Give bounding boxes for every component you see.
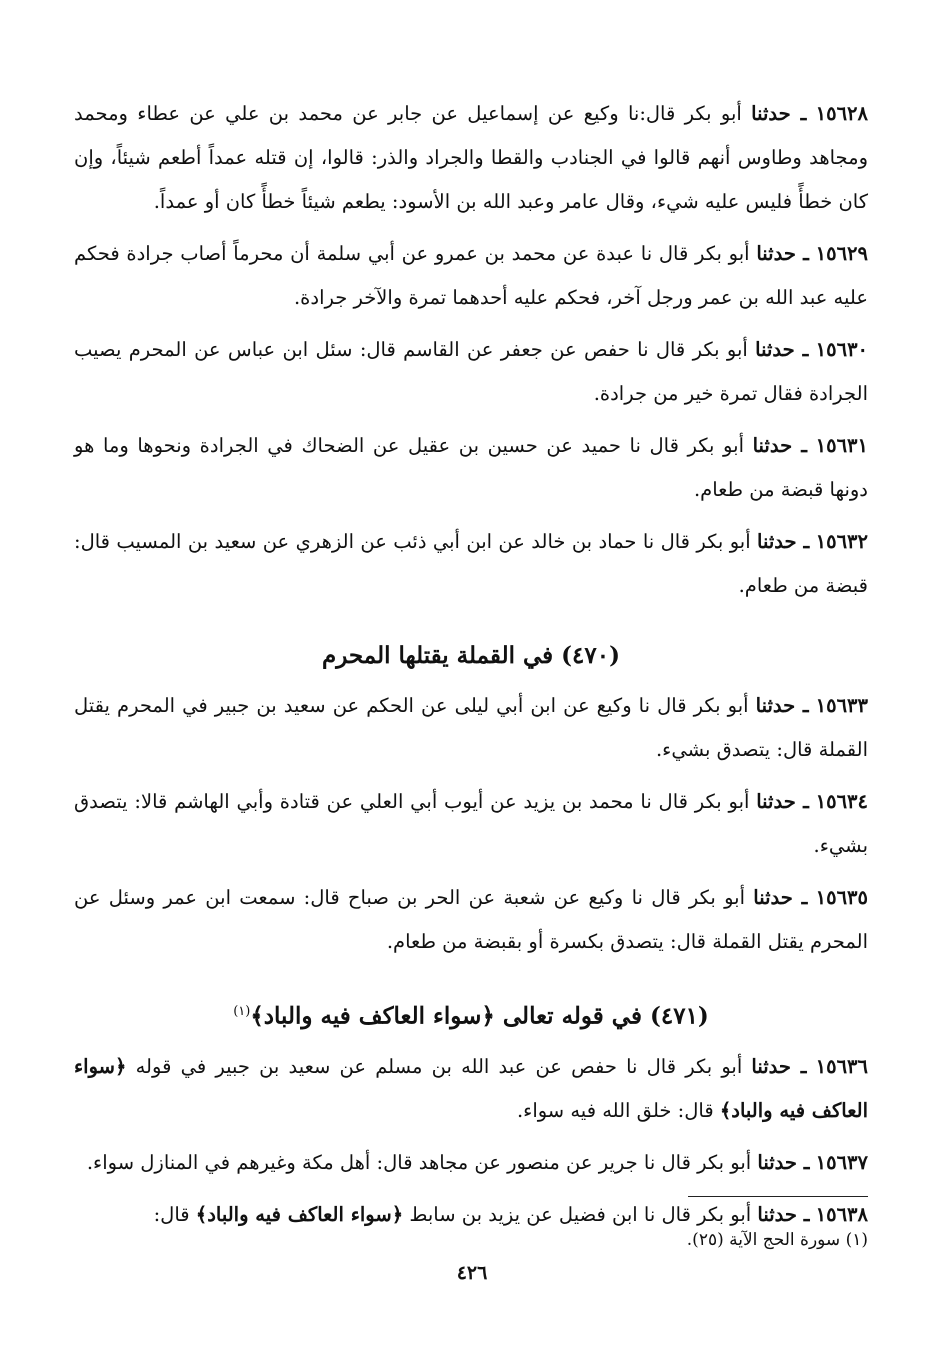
quran-quote: ﴿سواء العاكف فيه والباد﴾ — [195, 1202, 404, 1226]
hadith-lead: ـ حدثنا — [753, 886, 808, 909]
hadith-text-tail: قال: — [153, 1202, 196, 1226]
hadith-number: ١٥٦٣٦ — [815, 1054, 868, 1078]
hadith-text: أبو بكر قال نا جرير عن منصور عن مجاهد قال: أهل مكة وغيرهم في المنازل سواء. — [86, 1150, 758, 1174]
hadith-number: ١٥٦٣١ — [815, 434, 869, 457]
hadith-entry — [74, 780, 868, 868]
hadith-number: ١٥٦٢٨ — [815, 102, 869, 125]
section-heading — [74, 992, 868, 1037]
hadith-entry — [74, 424, 868, 512]
hadith-lead: ـ حدثنا — [751, 102, 807, 125]
hadith-text: أبو بكر قال:نا وكيع عن إسماعيل عن جابر عن محمد بن علي عن عطاء ومحمد ومجاهد وطاوس أنهم قالوا في الجنادب والقطا والجراد والذر: قالوا، إن قتله عمداً أطعم شيئاً، وإن كان خطأً فليس عليه شيء، وقال عامر وعبد الله بن الأسود: يطعم شيئاً خطأً كان أو عمداً. — [74, 102, 868, 213]
hadith-entry — [74, 232, 868, 320]
hadith-number: ١٥٦٢٩ — [815, 242, 869, 265]
hadith-text: أبو بكر قال نا حفص عن عبد الله بن مسلم عن سعيد بن جبير في قوله — [126, 1054, 752, 1078]
footnote-ref: (١) — [233, 1004, 251, 1019]
hadith-text-tail: قال: خلق الله فيه سواء. — [516, 1098, 720, 1122]
hadith-entry — [74, 684, 868, 772]
hadith-text: أبو بكر قال نا حماد بن خالد عن ابن أبي ذئب عن الزهري عن سعيد بن المسيب قال: قبضة من طعام. — [74, 530, 868, 597]
page-number: ٤٢٦ — [456, 1262, 488, 1284]
quran-quote: ﴿سواء العاكف فيه والباد﴾ — [74, 1054, 868, 1122]
hadith-lead: ـ حدثنا — [757, 1202, 810, 1226]
hadith-lead: ـ حدثنا — [757, 1150, 810, 1174]
hadith-entry — [74, 92, 868, 224]
hadith-entry — [74, 876, 868, 964]
footnote: (١) سورة الحج الآية (٢٥). — [686, 1230, 868, 1250]
hadith-text: أبو بكر قال نا عبدة عن محمد بن عمرو عن أبي سلمة أن محرماً أصاب جرادة فحكم عليه عبد الله بن عمر ورجل آخر، فحكم عليه أحدهما تمرة والآخر جرادة. — [74, 242, 868, 309]
hadith-lead: ـ حدثنا — [756, 790, 809, 813]
hadith-entry — [74, 520, 868, 608]
hadith-number: ١٥٦٣٧ — [815, 1150, 868, 1174]
hadith-entry — [74, 1141, 868, 1185]
section-heading: (٤٧٠) في القملة يقتلها المحرم — [322, 642, 620, 669]
section-heading-text: (٤٧١) في قوله تعالى ﴿سواء العاكف فيه والباد﴾ — [250, 1002, 709, 1030]
footnote-divider — [688, 1196, 868, 1197]
hadith-text: أبو بكر قال نا حفص عن جعفر عن القاسم قال: سئل ابن عباس عن المحرم يصيب الجرادة فقال تمرة خير من جرادة. — [74, 338, 868, 405]
hadith-entry — [74, 328, 868, 416]
hadith-lead: ـ حدثنا — [752, 434, 808, 457]
hadith-text: أبو بكر قال نا حميد عن حسين بن عقيل عن الضحاك في الجرادة ونحوها وما هو دونها قبضة من طعام. — [74, 434, 868, 501]
hadith-number: ١٥٦٣٨ — [815, 1202, 868, 1226]
hadith-lead: ـ حدثنا — [751, 1054, 807, 1078]
hadith-number: ١٥٦٣٥ — [815, 886, 869, 909]
hadith-number: ١٥٦٣٢ — [815, 530, 869, 553]
hadith-number: ١٥٦٣٠ — [815, 338, 869, 361]
hadith-text: أبو بكر قال نا محمد بن يزيد عن أيوب أبي العلي عن قتادة وأبي الهاشم قالا: يتصدق بشيء. — [74, 790, 868, 857]
hadith-number: ١٥٦٣٤ — [815, 790, 869, 813]
hadith-lead: ـ حدثنا — [755, 694, 809, 717]
hadith-entry — [74, 1045, 868, 1133]
hadith-lead: ـ حدثنا — [755, 338, 809, 361]
hadith-number: ١٥٦٣٣ — [815, 694, 869, 717]
hadith-lead: ـ حدثنا — [757, 530, 810, 553]
hadith-text: أبو بكر قال نا وكيع عن شعبة عن الحر بن صباح قال: سمعت ابن عمر وسئل عن المحرم يقتل القملة قال: يتصدق بكسرة أو بقبضة من طعام. — [74, 886, 868, 953]
hadith-text: أبو بكر قال نا ابن فضيل عن يزيد بن سابط — [403, 1202, 758, 1226]
hadith-lead: ـ حدثنا — [756, 242, 809, 265]
hadith-text: أبو بكر قال نا وكيع عن ابن أبي ليلى عن الحكم عن سعيد بن جبير في المحرم يقتل القملة قال: يتصدق بشيء. — [74, 694, 868, 761]
